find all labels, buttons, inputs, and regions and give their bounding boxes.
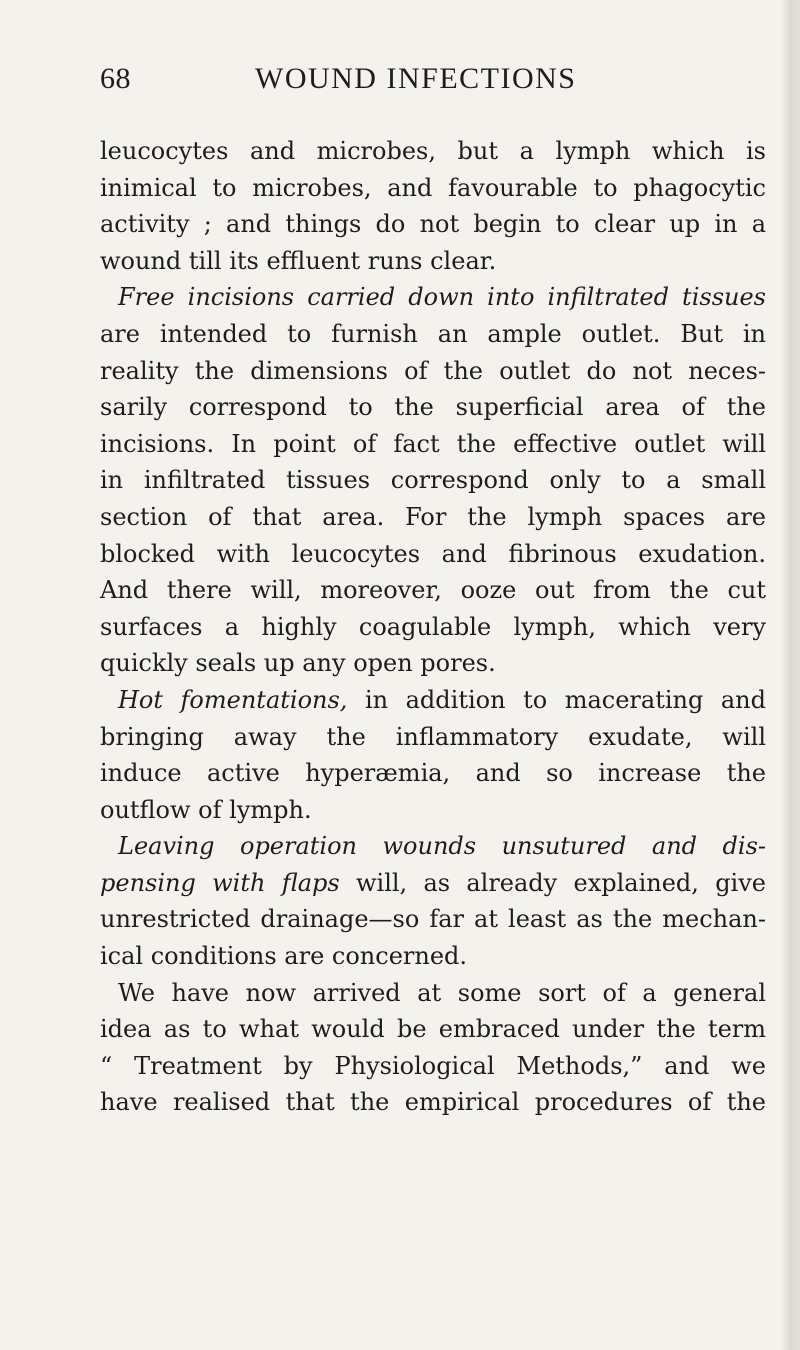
text-line xyxy=(100,353,766,390)
text-segment: wound till its effluent runs clear. xyxy=(100,246,497,275)
body-text xyxy=(100,133,766,1121)
text-line xyxy=(100,1084,766,1121)
text-segment: “ Treatment by Physiological Methods,” and we xyxy=(100,1051,766,1080)
text-line xyxy=(100,170,766,207)
running-head xyxy=(100,62,760,102)
text-segment: will, as already explained, give xyxy=(339,868,766,897)
text-line xyxy=(100,865,766,902)
text-line xyxy=(100,609,766,646)
italic-text-segment: Hot fomentations, xyxy=(118,685,348,714)
text-segment: bringing away the inflammatory exudate, will xyxy=(100,722,766,751)
text-segment: have realised that the empirical procedures of the xyxy=(100,1088,766,1117)
text-segment: idea as to what would be embraced under the term xyxy=(100,1015,766,1044)
text-line xyxy=(100,536,766,573)
text-segment: reality the dimensions of the outlet do not neces- xyxy=(100,356,766,385)
text-line xyxy=(100,462,766,499)
text-line xyxy=(100,755,766,792)
text-line xyxy=(100,719,766,756)
page-edge-shadow xyxy=(780,0,800,1350)
text-segment: are intended to furnish an ample outlet. But in xyxy=(100,319,766,348)
text-line xyxy=(100,792,766,829)
text-line xyxy=(100,682,766,719)
text-segment: quickly seals up any open pores. xyxy=(100,649,496,678)
text-line xyxy=(100,316,766,353)
text-line xyxy=(100,938,766,975)
text-segment: induce active hyperæmia, and so increase the xyxy=(100,759,766,788)
text-segment: outflow of lymph. xyxy=(100,795,312,824)
text-segment: ical conditions are concerned. xyxy=(100,942,468,971)
text-segment: section of that area. For the lymph spaces are xyxy=(100,502,766,531)
text-segment: surfaces a highly coagulable lymph, which very xyxy=(100,612,766,641)
text-segment: blocked with leucocytes and fibrinous exudation. xyxy=(100,539,766,568)
text-segment: sarily correspond to the superficial area of the xyxy=(100,393,766,422)
text-line xyxy=(100,426,766,463)
text-line xyxy=(100,206,766,243)
italic-text-segment: pensing with flaps xyxy=(100,868,340,897)
text-segment: We have now arrived at some sort of a general xyxy=(118,978,766,1007)
text-line xyxy=(100,279,766,316)
italic-text-segment: Leaving operation wounds unsutured and dis- xyxy=(118,832,766,861)
text-segment: in addition to macerating and xyxy=(347,685,766,714)
text-segment: unrestricted drainage—so far at least as the mechan- xyxy=(100,905,766,934)
text-line xyxy=(100,499,766,536)
text-line xyxy=(100,572,766,609)
text-line xyxy=(100,1011,766,1048)
text-line xyxy=(100,243,766,280)
running-title: WOUND INFECTIONS xyxy=(255,62,577,95)
text-line xyxy=(100,645,766,682)
page-number: 68 xyxy=(100,62,131,95)
text-line xyxy=(100,133,766,170)
text-segment: inimical to microbes, and favourable to phagocytic xyxy=(100,173,766,202)
italic-text-segment: Free incisions carried down into infiltrated tissues xyxy=(118,283,766,312)
text-line xyxy=(100,389,766,426)
text-segment: And there will, moreover, ooze out from the cut xyxy=(100,576,766,605)
text-segment: leucocytes and microbes, but a lymph which is xyxy=(100,137,766,165)
text-line xyxy=(100,901,766,938)
text-line xyxy=(100,1048,766,1085)
text-segment: in infiltrated tissues correspond only to a small xyxy=(100,466,766,495)
text-line xyxy=(100,975,766,1012)
text-line xyxy=(100,828,766,865)
text-segment: incisions. In point of fact the effective outlet will xyxy=(100,429,766,458)
text-segment: activity ; and things do not begin to clear up in a xyxy=(100,210,766,239)
